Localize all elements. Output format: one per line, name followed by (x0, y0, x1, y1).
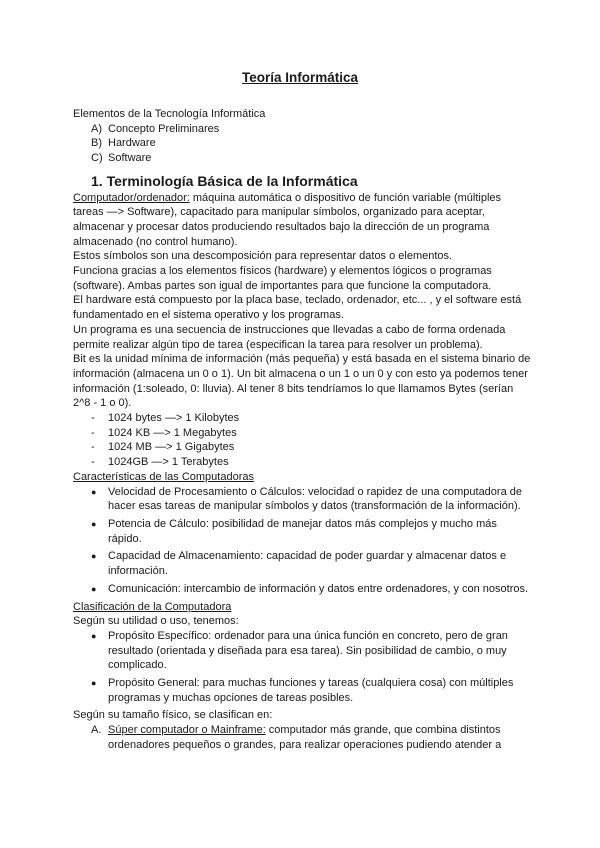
list-item: ● Capacidad de Almacenamiento: capacidad de poder guardar y almacenar datos e información. (91, 550, 507, 578)
list-item: - 1024 MB —> 1 Gigabytes (91, 441, 235, 454)
list-item: - 1024 bytes —> 1 Kilobytes (91, 412, 240, 425)
intro-heading: Elementos de la Tecnología Informática (73, 108, 266, 120)
list-item: ● Comunicación: intercambio de información y datos entre ordenadores, y con nosotros. (91, 582, 529, 595)
list-item: C) Software (91, 152, 152, 165)
paragraph: Un programa es una secuencia de instrucciones que llevadas a cabo de forma ordenada permite realizar algún tipo de tarea (especifican la tarea para resolver un problema). (73, 323, 506, 351)
list-item: ● Velocidad de Procesamiento o Cálculos: velocidad o rapidez de una computadora de hacer esas tareas de manipular símbolos y datos (transformación de la información). (91, 485, 522, 513)
paragraph: El hardware está compuesto por la placa base, teclado, ordenador, etc... , y el software está fundamentado en el sistema operativo y los programas. (73, 294, 522, 322)
list-item: A. Súper computador o Mainframe: computador más grande, que combina distintos ordenadores pequeños o grandes, para realizar operaciones pudiendo atender a (91, 724, 502, 751)
list-item: ● Propósito General: para muchas funciones y tareas (cualquiera cosa) con múltiples programas y muchas opciones de tareas posibles. (91, 677, 514, 704)
subsection-heading: Clasificación de la Computadora (73, 600, 232, 613)
list-item: - 1024GB —> 1 Terabytes (91, 456, 229, 469)
definition-term: Computador/ordenador: (73, 191, 190, 204)
list-item: B) Hardware (91, 137, 156, 150)
document-body (73, 107, 533, 753)
characteristics-list (73, 485, 533, 597)
document-title: Teoría Informática (241, 70, 359, 85)
list-item: ● Propósito Específico: ordenador para una única función en concreto, pero de gran resultado (orientada y diseñada para esa tarea). Sin posibilidad de cambio, o muy complicado. (91, 629, 508, 672)
paragraph: Según su utilidad o uso, tenemos: (73, 615, 239, 628)
paragraph: Bit es la unidad mínima de información (más pequeña) y está basada en el sistema binario de información (almacena un 0 o 1). Un bit almacena o un 1 o un 0 y con esto ya podemos tener información (1:soleado, 0: lluvia). Al tener 8 bits tendríamos lo que llamamos Bytes (serían 2^8 - 1 o 0). (73, 353, 531, 410)
paragraph: Funciona gracias a los elementos físicos (hardware) y elementos lógicos o programas (software). Ambas partes son igual de importantes para que funcione la computadora. (73, 265, 492, 292)
units-list (73, 411, 533, 470)
paragraph: Estos símbolos son una descomposición para representar datos o elementos. (73, 250, 453, 263)
use-list (73, 629, 533, 706)
size-term: Súper computador o Mainframe: (108, 724, 266, 737)
list-item: ● Potencia de Cálculo: posibilidad de manejar datos más complejos y mucho más rápido. (91, 517, 497, 545)
list-item: A) Concepto Preliminares (91, 122, 220, 135)
list-item: - 1024 KB —> 1 Megabytes (91, 426, 237, 439)
definition-paragraph: Computador/ordenador: máquina automática o dispositivo de función variable (múltiples tareas —> Software), capacitado para manipular símbolos, organizado para aceptar, almacenar y procesar datos produciendo resultados bajo la dirección de un programa almacenado (no control humano). (73, 191, 502, 248)
intro-list (73, 122, 533, 166)
subsection-heading: Características de las Computadoras (73, 470, 254, 483)
section-heading: 1. Terminología Básica de la Informática (91, 172, 358, 189)
size-list (73, 723, 533, 752)
paragraph: Según su tamaño físico, se clasifican en: (73, 709, 273, 722)
